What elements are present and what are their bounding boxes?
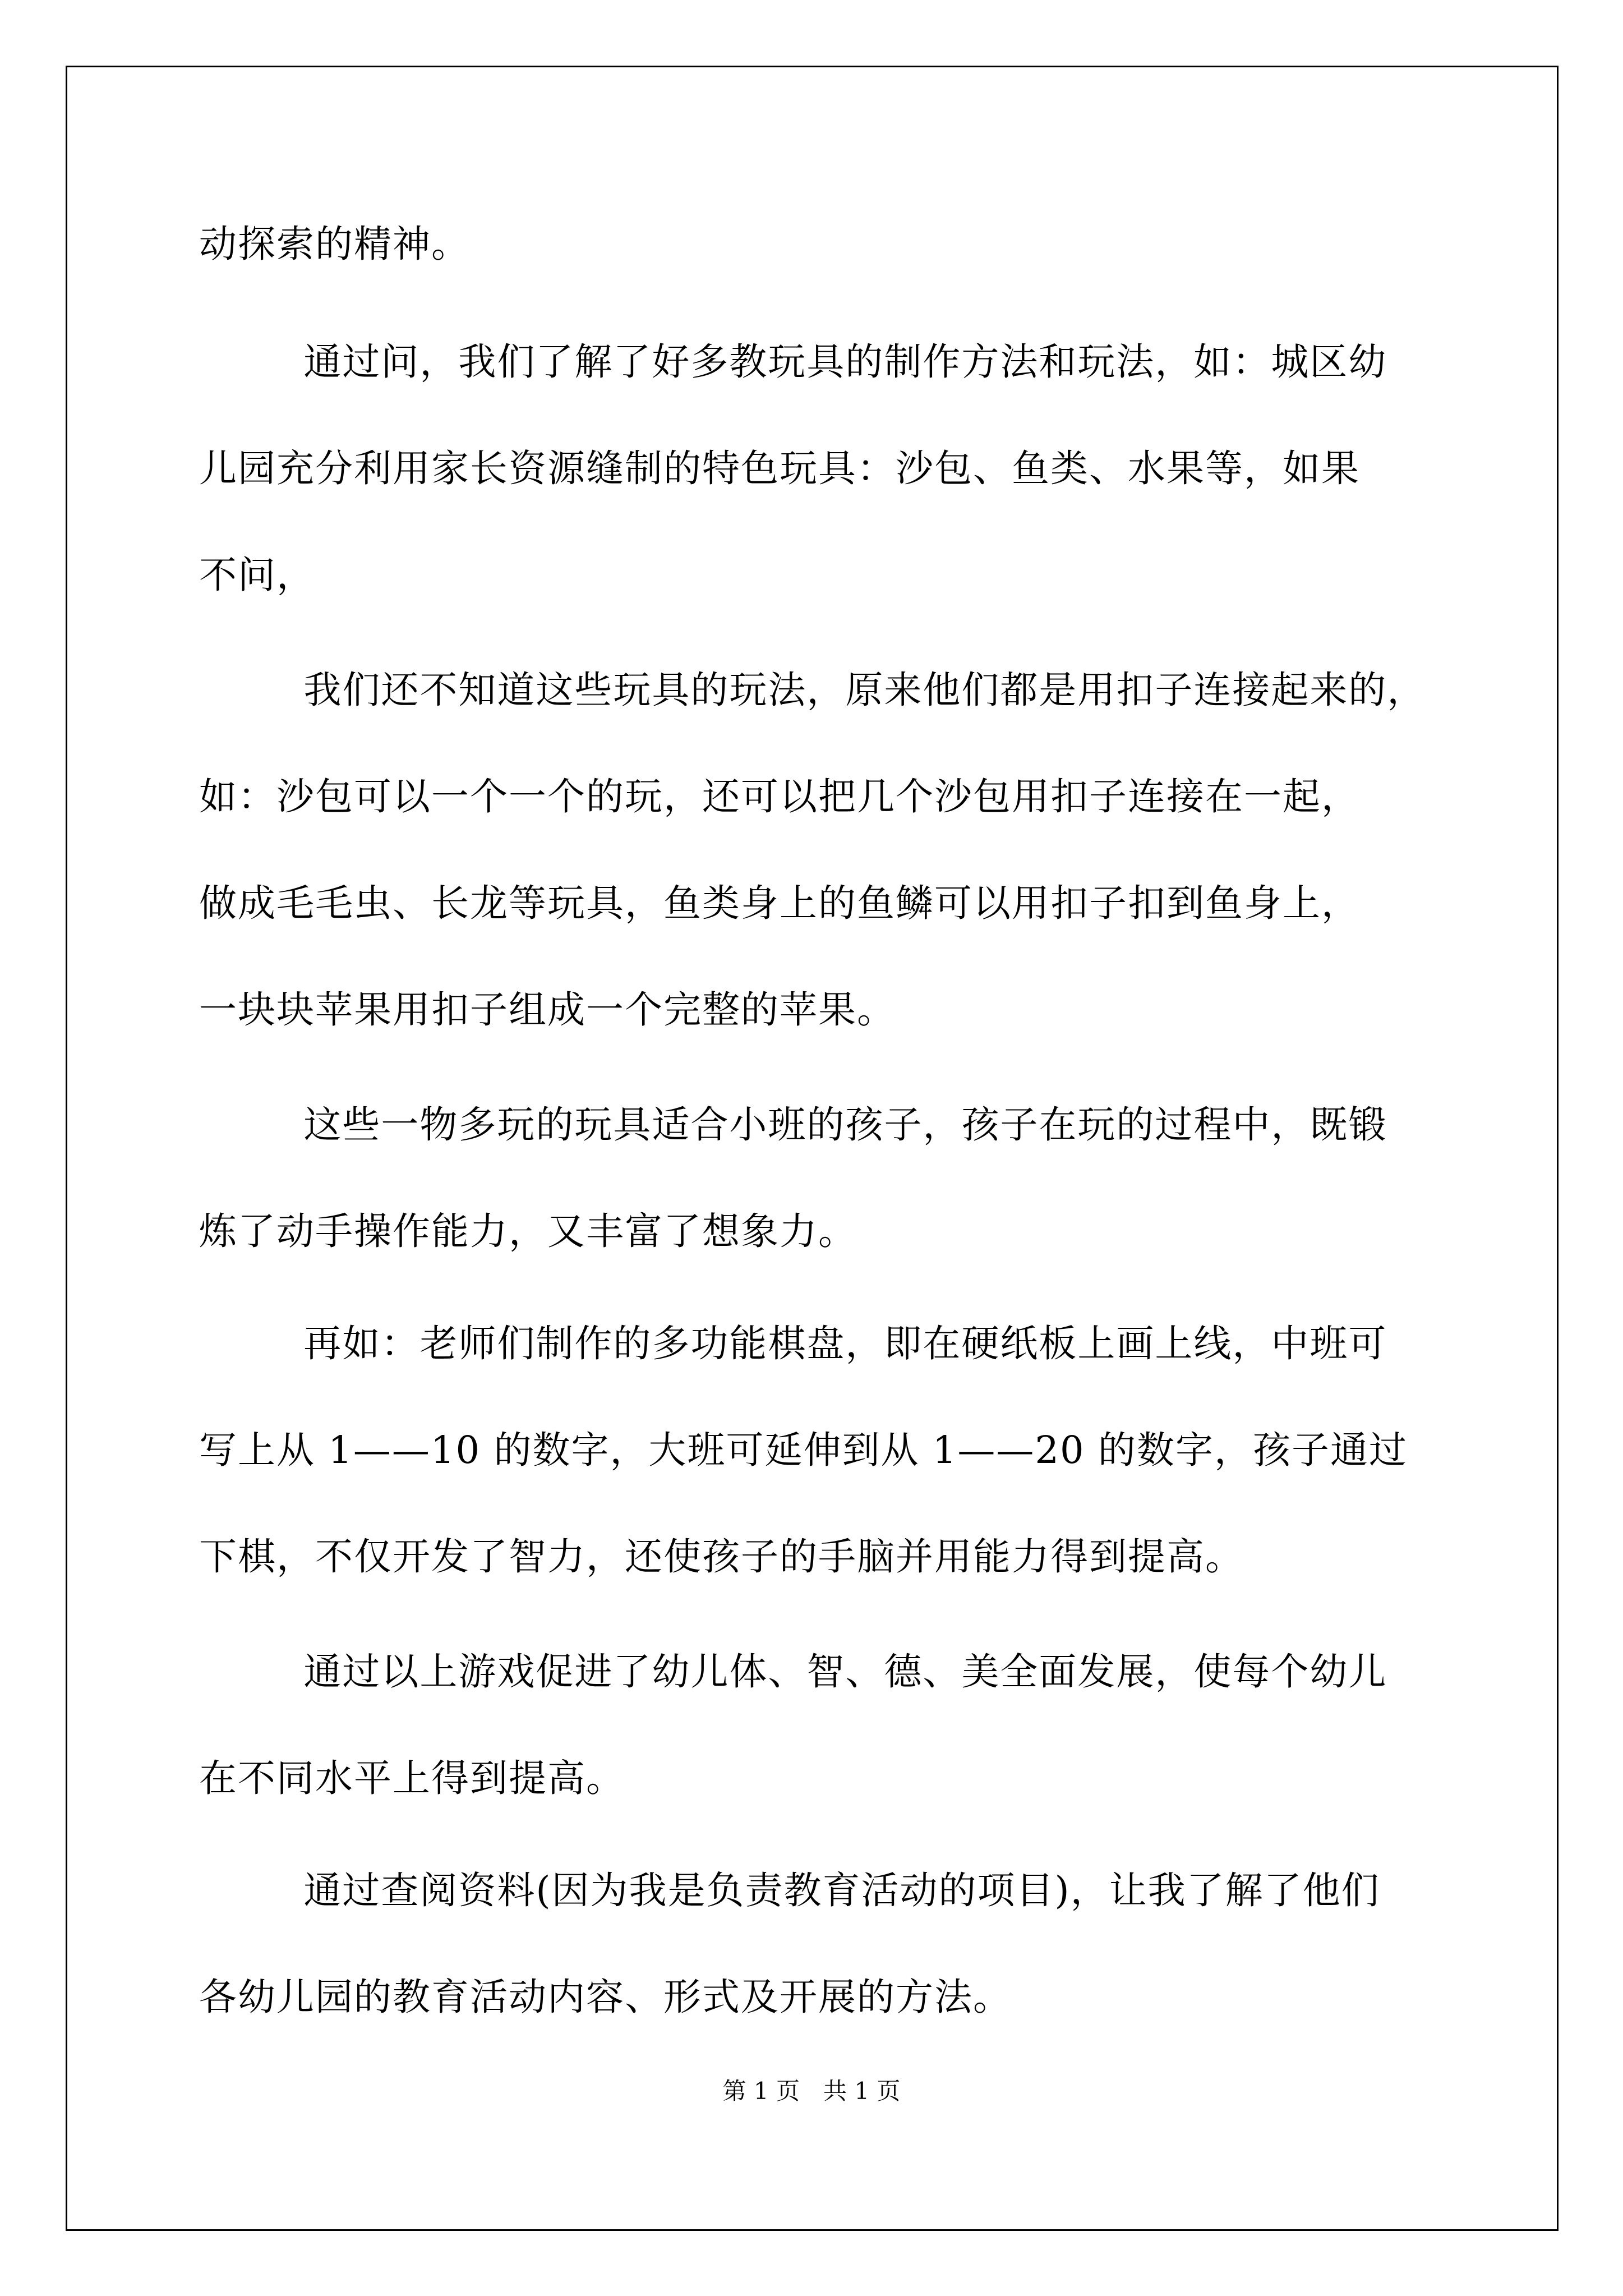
text-line: 不问， <box>199 553 315 597</box>
text-line: 各幼儿园的教育活动内容、形式及开展的方法。 <box>199 1975 1012 2019</box>
text-line: 如：沙包可以一个一个的玩，还可以把几个沙包用扣子连接在一起， <box>199 775 1360 818</box>
text-line: 通过以上游戏促进了幼儿体、智、德、美全面发展，使每个幼儿 <box>199 1650 1387 1694</box>
text-line: 炼了动手操作能力，又丰富了想象力。 <box>199 1209 857 1253</box>
page-number-footer: 第 1 页 共 1 页 <box>722 2077 901 2105</box>
text-line: 通过问，我们了解了好多教玩具的制作方法和玩法，如：城区幼 <box>199 340 1387 384</box>
text-line: 儿园充分利用家长资源缝制的特色玩具：沙包、鱼类、水果等，如果 <box>199 447 1360 490</box>
text-line: 这些一物多玩的玩具适合小班的孩子，孩子在玩的过程中，既锻 <box>199 1103 1387 1147</box>
text-line: 在不同水平上得到提高。 <box>199 1756 625 1800</box>
text-line: 写上从 1——10 的数字，大班可延伸到从 1——20 的数字，孩子通过 <box>199 1428 1408 1472</box>
text-line: 做成毛毛虫、长龙等玩具，鱼类身上的鱼鳞可以用扣子扣到鱼身上， <box>199 881 1360 925</box>
text-line: 一块块苹果用扣子组成一个完整的苹果。 <box>199 988 896 1032</box>
text-line: 通过查阅资料(因为我是负责教育活动的项目)，让我了解了他们 <box>199 1869 1380 1912</box>
text-line: 动探索的精神。 <box>199 222 470 266</box>
text-line: 我们还不知道这些玩具的玩法，原来他们都是用扣子连接起来的， <box>199 668 1426 712</box>
text-line: 下棋，不仅开发了智力，还使孩子的手脑并用能力得到提高。 <box>199 1535 1244 1579</box>
text-line: 再如：老师们制作的多功能棋盘，即在硬纸板上画上线，中班可 <box>199 1322 1387 1365</box>
